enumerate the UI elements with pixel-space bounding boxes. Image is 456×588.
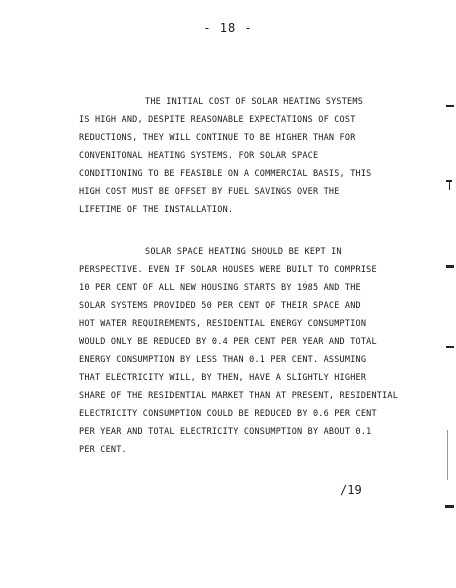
text-line: CONDITIONING TO BE FEASIBLE ON A COMMERCIAL BASIS, THIS <box>79 169 372 179</box>
text-line: 10 PER CENT OF ALL NEW HOUSING STARTS BY 1985 AND THE <box>79 283 361 293</box>
text-line: PERSPECTIVE. EVEN IF SOLAR HOUSES WERE BUILT TO COMPRISE <box>79 265 377 275</box>
text-line: THE INITIAL COST OF SOLAR HEATING SYSTEMS <box>145 97 364 107</box>
scan-mark <box>449 180 450 190</box>
scan-mark <box>446 105 454 107</box>
scan-mark <box>446 346 454 348</box>
text-line: IS HIGH AND, DESPITE REASONABLE EXPECTATIONS OF COST <box>79 115 356 125</box>
text-line: WOULD ONLY BE REDUCED BY 0.4 PER CENT PER YEAR AND TOTAL <box>79 337 377 347</box>
text-line: SOLAR SYSTEMS PROVIDED 50 PER CENT OF THEIR SPACE AND <box>79 301 361 311</box>
text-line: HOT WATER REQUIREMENTS, RESIDENTIAL ENERGY CONSUMPTION <box>79 319 367 329</box>
text-line: PER CENT. <box>79 445 127 455</box>
scan-mark <box>445 505 454 508</box>
text-line: LIFETIME OF THE INSTALLATION. <box>79 205 234 215</box>
text-line: PER YEAR AND TOTAL ELECTRICITY CONSUMPTION BY ABOUT 0.1 <box>79 427 372 437</box>
text-line: ELECTRICITY CONSUMPTION COULD BE REDUCED BY 0.6 PER CENT <box>79 409 377 419</box>
page-number: - 18 - <box>203 21 253 35</box>
scan-mark <box>446 265 454 268</box>
text-line: REDUCTIONS, THEY WILL CONTINUE TO BE HIGHER THAN FOR <box>79 133 356 143</box>
next-page-marker: /19 <box>340 483 362 497</box>
scan-mark <box>447 430 448 480</box>
text-line: THAT ELECTRICITY WILL, BY THEN, HAVE A SLIGHTLY HIGHER <box>79 373 367 383</box>
text-line: ENERGY CONSUMPTION BY LESS THAN 0.1 PER CENT. ASSUMING <box>79 355 367 365</box>
text-line: SHARE OF THE RESIDENTIAL MARKET THAN AT PRESENT, RESIDENTIAL <box>79 391 399 401</box>
text-line: CONVENITONAL HEATING SYSTEMS. FOR SOLAR SPACE <box>79 151 319 161</box>
text-line: SOLAR SPACE HEATING SHOULD BE KEPT IN <box>145 247 342 257</box>
text-line: HIGH COST MUST BE OFFSET BY FUEL SAVINGS OVER THE <box>79 187 340 197</box>
